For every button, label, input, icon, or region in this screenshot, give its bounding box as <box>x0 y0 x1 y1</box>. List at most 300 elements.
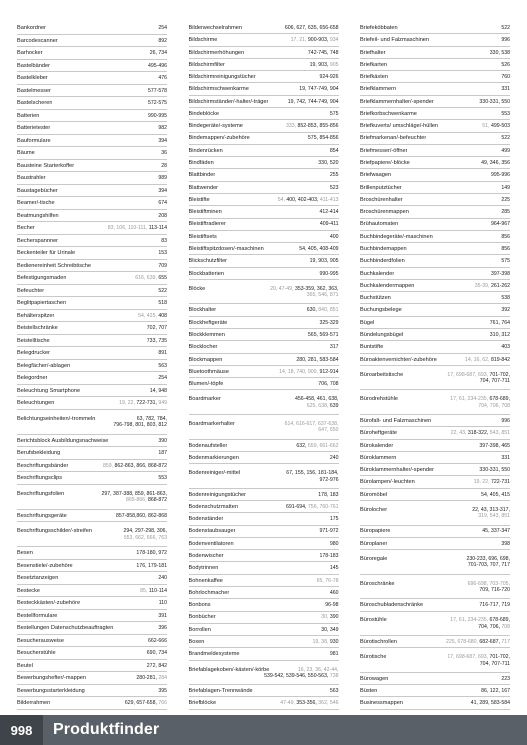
index-entry <box>360 182 510 194</box>
page-reference: 733, 735 <box>146 337 167 344</box>
page-reference: 285 <box>501 209 510 216</box>
index-entry <box>360 476 510 488</box>
entry-pages <box>246 492 338 498</box>
index-entry <box>17 547 167 560</box>
page-reference: 632, <box>296 442 308 449</box>
entry-pages <box>360 624 510 630</box>
page-reference: 553 <box>158 475 167 482</box>
page-reference: 796-798, 801, 803, 812 <box>113 422 167 429</box>
index-entry <box>189 648 339 660</box>
entry-term: Befestigungsmaden <box>17 275 67 282</box>
page-reference: 145 <box>329 565 339 572</box>
entry-pages <box>75 250 167 256</box>
page-reference: 280-281, <box>136 675 159 682</box>
entry-pages <box>227 320 338 326</box>
entry-term: Briefmarkenan/-befeuchter <box>360 135 427 142</box>
index-entry <box>17 585 167 598</box>
page-reference: 19, 903, 905 <box>309 258 339 265</box>
entry-pages <box>205 286 338 292</box>
page-reference: 254 <box>158 25 167 32</box>
entry-term: Batterietester <box>17 125 51 132</box>
index-entry <box>360 231 510 243</box>
index-entry <box>17 435 167 448</box>
entry-pages <box>403 197 510 203</box>
entry-pages <box>189 427 339 433</box>
page-reference: 83 <box>161 237 167 244</box>
page-reference: 20, 47-49, <box>270 285 295 292</box>
index-entry <box>360 366 510 391</box>
page-reference: 981 <box>329 651 339 658</box>
index-entry <box>17 372 167 385</box>
entry-pages <box>437 357 510 363</box>
page-reference: 704, 707-711 <box>479 378 510 385</box>
page-reference: 54, 425, <box>138 312 159 319</box>
entry-term: Büromöbel <box>360 491 388 498</box>
index-column-2 <box>189 22 339 710</box>
page-reference: 35-39, <box>474 282 491 289</box>
entry-term: Beschriftungsbänder <box>17 462 69 469</box>
page-reference: 394 <box>158 137 167 144</box>
page-reference: 891 <box>158 350 167 357</box>
page-reference: 397-398, 465 <box>479 442 510 449</box>
entry-term: Büroplaner <box>360 540 388 547</box>
page-reference: 362, 546 <box>318 700 339 707</box>
entry-term: Blickschutzfilter <box>188 258 228 265</box>
page-reference: 26, 734 <box>149 50 167 57</box>
entry-term: Bodenwischer <box>188 553 224 560</box>
page-reference: 704, 706, 708 <box>478 402 510 409</box>
index-entry <box>360 133 510 145</box>
page-reference: 240 <box>329 454 339 461</box>
entry-pages <box>386 654 510 660</box>
entry-pages <box>204 639 338 645</box>
index-entry <box>360 599 510 611</box>
entry-term: Bürostühle <box>360 617 387 624</box>
entry-term: Briefmesser/-öffner <box>360 147 408 154</box>
entry-term: Belichtungseinheiten/-trommeln <box>17 415 96 422</box>
page-reference: 701-703, 707, 717 <box>467 562 510 569</box>
page-reference: 575 <box>329 110 339 117</box>
entry-term: Bilderrahmen <box>17 700 51 707</box>
index-entry <box>360 464 510 476</box>
page-reference: 995-996 <box>490 172 510 179</box>
page-reference: 980 <box>329 540 339 547</box>
entry-term: Beleuchtungen <box>17 400 55 407</box>
entry-term: Beschriftungsgeräte <box>17 512 67 519</box>
index-entry <box>189 182 339 194</box>
page-reference: 208 <box>158 212 167 219</box>
index-entry <box>360 648 510 673</box>
index-entry <box>360 22 510 34</box>
page-reference: 391 <box>158 612 167 619</box>
entry-pages <box>189 403 339 409</box>
index-entry <box>17 85 167 98</box>
page-reference: 30, <box>321 614 330 621</box>
page-reference: 54, <box>277 196 287 203</box>
entry-pages <box>51 88 167 94</box>
entry-pages <box>388 74 510 80</box>
entry-term: Bankordner <box>17 25 46 32</box>
index-entry <box>360 329 510 341</box>
page-reference: 930 <box>329 639 339 645</box>
page-reference: 659, 661-662 <box>307 442 339 449</box>
entry-pages <box>52 100 167 106</box>
entry-pages <box>227 258 338 264</box>
page-reference: 742-745, 748 <box>307 49 339 56</box>
entry-pages <box>243 123 339 129</box>
entry-term: Buntstifte <box>360 344 384 351</box>
page-reference: 523 <box>329 184 339 191</box>
entry-term: Buchkalendermappen <box>360 282 415 289</box>
index-entry <box>360 157 510 169</box>
entry-term: Belegfächer/-ablagen <box>17 362 71 369</box>
page-reference: 522 <box>501 24 510 31</box>
page-reference: 655 <box>158 275 167 282</box>
page-reference: 297, 387-388, 859, 861-863, <box>101 490 167 497</box>
index-entry <box>17 385 167 398</box>
entry-term: Becher <box>17 225 35 232</box>
entry-term: Besenstiele/-zubehöre <box>17 562 73 569</box>
entry-term: Barcodescanner <box>17 37 58 44</box>
page-reference: 149 <box>501 184 510 191</box>
entry-pages <box>95 416 167 422</box>
entry-term: Büroaktenvernichter/-zubehöre <box>360 356 437 363</box>
entry-pages <box>80 388 167 394</box>
entry-pages <box>360 403 510 409</box>
page-reference: 41, 289, 583-584 <box>470 700 510 707</box>
page-reference: 330-331, 550 <box>479 467 510 474</box>
entry-term: Beleuchtung Smartphone <box>17 387 81 394</box>
entry-pages <box>433 234 510 240</box>
entry-pages <box>415 479 510 485</box>
entry-pages <box>189 292 339 298</box>
entry-pages <box>54 313 167 319</box>
page-reference: 330, 538 <box>489 49 510 56</box>
entry-term: Belegordner <box>17 375 48 382</box>
entry-pages <box>374 320 510 326</box>
index-entry <box>360 390 510 415</box>
entry-term: Bodenschutzmatten <box>188 503 238 510</box>
page-reference: 717 <box>501 639 510 645</box>
index-entry <box>17 185 167 198</box>
index-entry <box>17 360 167 373</box>
page-reference: 865-866, <box>126 497 148 504</box>
index-entry <box>17 572 167 585</box>
index-entry <box>189 636 339 648</box>
page-reference: 110-114 <box>148 587 167 594</box>
entry-term: Boardmarkerhalter <box>188 420 235 427</box>
page-reference: 577-578 <box>147 87 167 94</box>
entry-pages <box>226 221 339 227</box>
index-entry <box>17 35 167 48</box>
entry-term: Bindegeräte/-systeme <box>188 123 243 130</box>
page-reference: 495-496 <box>147 62 167 69</box>
entry-pages <box>57 613 167 619</box>
entry-term: Brandmeldesysteme <box>188 651 240 658</box>
entry-pages <box>55 200 167 206</box>
page-reference: 990-995 <box>319 270 339 277</box>
page-reference: 647, 650 <box>318 427 339 434</box>
index-entry <box>17 622 167 635</box>
entry-pages <box>360 587 510 593</box>
entry-pages <box>217 344 338 350</box>
entry-term: Boardmarker <box>188 396 221 403</box>
page-reference: 394 <box>158 187 167 194</box>
page-reference: 565, 569-571 <box>307 331 339 338</box>
page-reference: 110 <box>158 600 167 607</box>
entry-term: Briefklammernhalter/-spender <box>360 98 434 105</box>
entry-term: Beutel <box>17 662 33 669</box>
index-entry <box>189 526 339 538</box>
page-reference: 14, 948 <box>149 387 167 394</box>
index-entry <box>360 292 510 304</box>
page-reference: 972-976 <box>319 476 339 483</box>
index-entry <box>17 697 167 710</box>
page-reference: 284 <box>158 675 167 682</box>
index-entry <box>17 60 167 73</box>
entry-pages <box>268 99 338 105</box>
index-entry <box>17 210 167 223</box>
entry-term: Bestellungen Datenschutzbeauftragten <box>17 625 113 632</box>
index-entry <box>189 464 339 489</box>
index-entry <box>17 510 167 523</box>
entry-term: Bildschirmfilter <box>188 61 225 68</box>
page-reference: 45, 337-347 <box>482 528 510 535</box>
entry-pages <box>50 338 167 344</box>
page-reference: 19, 903, <box>309 61 330 68</box>
entry-pages <box>238 504 339 510</box>
entry-term: Beschriftungsfolien <box>17 490 65 497</box>
page-reference: 709, 716-720 <box>479 587 510 594</box>
index-entry <box>189 378 339 390</box>
entry-term: Bildschirmschwenkarme <box>188 86 249 93</box>
page-reference: 19, 747-749, 904 <box>299 86 339 93</box>
page-reference: 225, 678-680, <box>445 639 480 645</box>
index-entry <box>189 108 339 120</box>
index-entry <box>17 322 167 335</box>
page-reference: 522 <box>158 287 167 294</box>
index-entry <box>360 575 510 600</box>
page-reference: 353-356, <box>296 700 319 707</box>
index-entry <box>189 341 339 353</box>
page-reference: 989 <box>158 175 167 182</box>
page-reference: 629, 657-658, <box>124 700 159 707</box>
index-entry <box>189 550 339 562</box>
entry-pages <box>67 513 167 519</box>
entry-term: Buchbindemappen <box>360 246 407 252</box>
index-entry <box>189 219 339 231</box>
index-columns <box>17 22 510 710</box>
page-footer <box>0 715 527 745</box>
index-entry <box>17 235 167 248</box>
entry-term: Briefkorbschwenkarme <box>360 110 417 117</box>
entry-pages <box>80 600 167 606</box>
page-reference: 408 <box>158 312 167 319</box>
page-reference: 353-359, 362, 363, <box>294 285 339 292</box>
index-entry <box>360 415 510 427</box>
entry-pages <box>215 172 338 178</box>
page-reference: 96-98 <box>325 602 339 609</box>
page-reference: 392 <box>501 307 510 314</box>
index-entry <box>360 219 510 231</box>
index-entry <box>17 135 167 148</box>
index-entry <box>189 575 339 587</box>
entry-term: Briefkästen <box>360 74 388 81</box>
entry-term: Bleistiftradierer <box>188 221 226 228</box>
page-reference: 722-731, <box>136 400 159 407</box>
entry-term: Briefwaagen <box>360 172 392 179</box>
index-entry <box>360 526 510 538</box>
page-reference: 905 <box>329 61 339 68</box>
page-reference: 330, 520 <box>318 160 339 167</box>
page-reference: 54, 405, 408-409 <box>299 246 339 252</box>
page-reference: 176, 179-181 <box>136 562 167 569</box>
index-entry <box>17 635 167 648</box>
index-entry <box>360 120 510 132</box>
page-reference: 85, <box>140 587 149 594</box>
entry-term: Beistelltische <box>17 337 50 344</box>
entry-term: Bastelkleber <box>17 75 48 82</box>
index-entry <box>189 513 339 525</box>
index-entry <box>189 317 339 329</box>
page-reference: 678-689, <box>489 396 510 403</box>
entry-pages <box>86 675 167 681</box>
entry-term: Besteckе <box>17 587 41 594</box>
entry-term: Bildschirmerhöhungen <box>188 49 245 56</box>
page-reference: 859, <box>102 462 115 469</box>
entry-term: Broschürenmappen <box>360 209 409 216</box>
entry-term: Berufsbekleidung <box>17 450 61 457</box>
entry-term: Beamer/-tische <box>17 200 55 207</box>
index-entry <box>17 147 167 160</box>
page-reference: 396 <box>158 625 167 632</box>
page-reference: 28 <box>161 162 167 169</box>
entry-pages <box>58 238 167 244</box>
entry-term: Bildschirme <box>188 37 218 44</box>
index-entry <box>17 197 167 210</box>
page-reference: 14, 18, 740, 900, <box>279 368 320 375</box>
entry-term: Büroschubladenschränke <box>360 602 424 609</box>
entry-term: Barhocker <box>17 50 43 57</box>
entry-pages <box>224 271 339 277</box>
entry-term: Bleistiftsets <box>188 233 217 240</box>
entry-pages <box>216 614 339 620</box>
index-entry <box>17 297 167 310</box>
page-reference: 990-995 <box>147 112 167 119</box>
entry-term: Bohnenkaffee <box>188 577 223 584</box>
entry-pages <box>398 25 510 31</box>
entry-pages <box>387 617 510 623</box>
entry-term: Bodenreinigungstücher <box>188 491 247 498</box>
page-reference: 856 <box>501 246 510 252</box>
entry-pages <box>59 213 167 219</box>
page-reference: 572-575 <box>147 100 167 107</box>
entry-term: Baustagebücher <box>17 187 58 194</box>
page-reference: 682-687, <box>479 639 502 645</box>
page-reference: 996 <box>501 37 510 44</box>
entry-term: Beckenteiler für Urinale <box>17 250 76 257</box>
page-reference: 19, 742, 744-749, 904 <box>287 98 339 105</box>
entry-pages <box>222 357 338 363</box>
page-reference: 575 <box>501 258 510 265</box>
entry-pages <box>35 150 167 156</box>
entry-pages <box>224 553 339 559</box>
index-entry <box>189 83 339 95</box>
page-reference: 971-972 <box>319 528 339 535</box>
page-reference: 310, 312 <box>489 331 510 338</box>
page-reference: 390 <box>329 614 339 621</box>
index-entry <box>17 260 167 273</box>
entry-pages <box>240 651 339 657</box>
index-entry <box>17 310 167 323</box>
entry-pages <box>387 541 510 547</box>
entry-term: Buchkalender <box>360 270 395 277</box>
page-reference: 255 <box>329 172 339 179</box>
index-entry <box>360 243 510 255</box>
entry-term: Bürotische <box>360 654 387 661</box>
page-reference: 51, <box>482 123 491 130</box>
index-entry <box>17 447 167 460</box>
index-entry <box>360 280 510 292</box>
entry-pages <box>244 50 338 56</box>
index-entry <box>17 460 167 473</box>
entry-pages <box>394 271 510 277</box>
page-reference: 86, 122, 167 <box>481 688 510 695</box>
page-reference: 65, 76-78 <box>316 577 339 584</box>
page-reference: 317 <box>329 344 339 351</box>
entry-pages <box>397 430 510 436</box>
page-reference: 19, 22, <box>119 400 137 407</box>
page-reference: 934 <box>329 37 339 44</box>
index-entry <box>17 247 167 260</box>
page-reference: 390 <box>158 437 167 444</box>
index-entry <box>189 280 339 305</box>
entry-pages <box>407 246 510 252</box>
page-reference: 996 <box>501 417 510 424</box>
entry-term: Bürotischrollen <box>360 639 397 645</box>
entry-term: Bilderwechselrahmen <box>188 24 242 31</box>
entry-pages <box>229 590 338 596</box>
index-entry <box>17 597 167 610</box>
entry-term: Bodenreiniger/-mittel <box>188 470 241 477</box>
page-reference: 662-666 <box>147 637 167 644</box>
entry-term: Briefblöcke <box>188 700 217 707</box>
page-reference: 30, 349 <box>321 626 339 633</box>
entry-pages <box>395 581 510 587</box>
entry-pages <box>409 209 510 215</box>
entry-pages <box>214 160 339 166</box>
entry-pages <box>250 135 339 141</box>
index-entry <box>17 285 167 298</box>
page-reference: 19, 22, <box>473 479 491 486</box>
entry-pages <box>390 528 510 534</box>
entry-term: Blockbatterien <box>188 270 224 277</box>
entry-term: Bleistiftminen <box>188 209 222 216</box>
entry-pages <box>223 516 338 522</box>
entry-term: Bildschirmreinigungstücher <box>188 74 256 81</box>
entry-pages <box>210 197 339 203</box>
entry-pages <box>403 700 510 706</box>
index-entry <box>360 47 510 59</box>
page-reference: 319, 543, 851 <box>478 513 510 520</box>
entry-pages <box>377 688 510 694</box>
page-reference: 539-542, 539-546, 550-563, <box>264 673 330 679</box>
index-entry <box>189 206 339 218</box>
page-reference: 900-903, <box>307 37 330 44</box>
index-entry <box>189 157 339 169</box>
entry-term: Büroregale <box>360 556 388 563</box>
entry-pages <box>17 497 167 503</box>
